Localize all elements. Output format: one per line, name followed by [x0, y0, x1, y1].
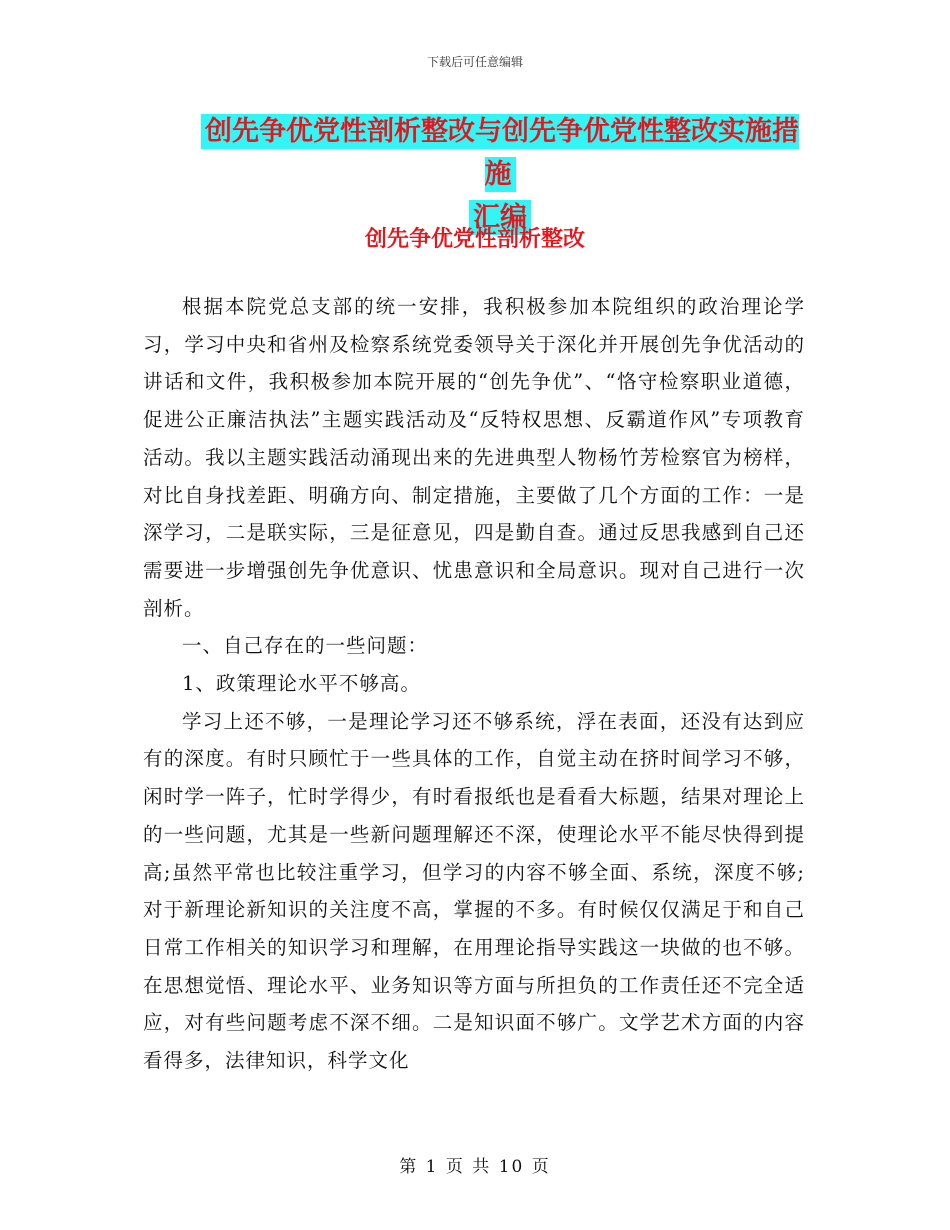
- paragraph: 一、自己存在的一些问题：: [182, 634, 429, 658]
- paragraph: 根据本院党总支部的统一安排，我积极参加本院组织的政治理论学习，学习中央和省州及检察系统党委领导关于深化并开展创先争优活动的讲话和文件，我积极参加本院开展的“创先争优”、“恪守检察职业道德，促进公正廉洁执法”主题实践活动及“反特权思想、反霸道作风”专项教育活动。我以主题实践活动涌现出来的先进典型人物杨竹芳检察官为榜样，对比自身找差距、明确方向、制定措施，主要做了几个方面的工作：一是深学习，二是联实际，三是征意见，四是勤自查。通过反思我感到自己还需要进一步增强创先争优意识、忧患意识和全局意识。现对自己进行一次剖析。: [143, 295, 805, 620]
- header-note: 下载后可任意编辑: [426, 55, 523, 69]
- document-title-line-2: 汇编: [469, 200, 531, 235]
- document-title: [190, 110, 810, 239]
- paragraph: 1、政策理论水平不够高。: [182, 672, 421, 696]
- document-title-line-1: 创先争优党性剖析整改与创先争优党性整改实施措施: [201, 114, 799, 192]
- body-text: [143, 288, 805, 1080]
- section-title: 创先争优党性剖析整改: [364, 227, 585, 252]
- paragraph: 学习上还不够，一是理论学习还不够系统，浮在表面，还没有达到应有的深度。有时只顾忙于一些具体的工作，自觉主动在挤时间学习不够，闲时学一阵子，忙时学得少，有时看报纸也是看看大标题，结果对理论上的一些问题，尤其是一些新问题理解还不深，使理论水平不能尽快得到提高;虽然平常也比较注重学习，但学习的内容不够全面、系统，深度不够;对于新理论新知识的关注度不高，掌握的不多。有时候仅仅满足于和自己日常工作相关的知识学习和理解，在用理论指导实践这一块做的也不够。在思想觉悟、理论水平、业务知识等方面与所担负的工作责任还不完全适应，对有些问题考虑不深不细。二是知识面不够广。文学艺术方面的内容看得多，法律知识，科学文化: [143, 709, 805, 1073]
- page-number: 第 1 页 共 10 页: [399, 1157, 551, 1177]
